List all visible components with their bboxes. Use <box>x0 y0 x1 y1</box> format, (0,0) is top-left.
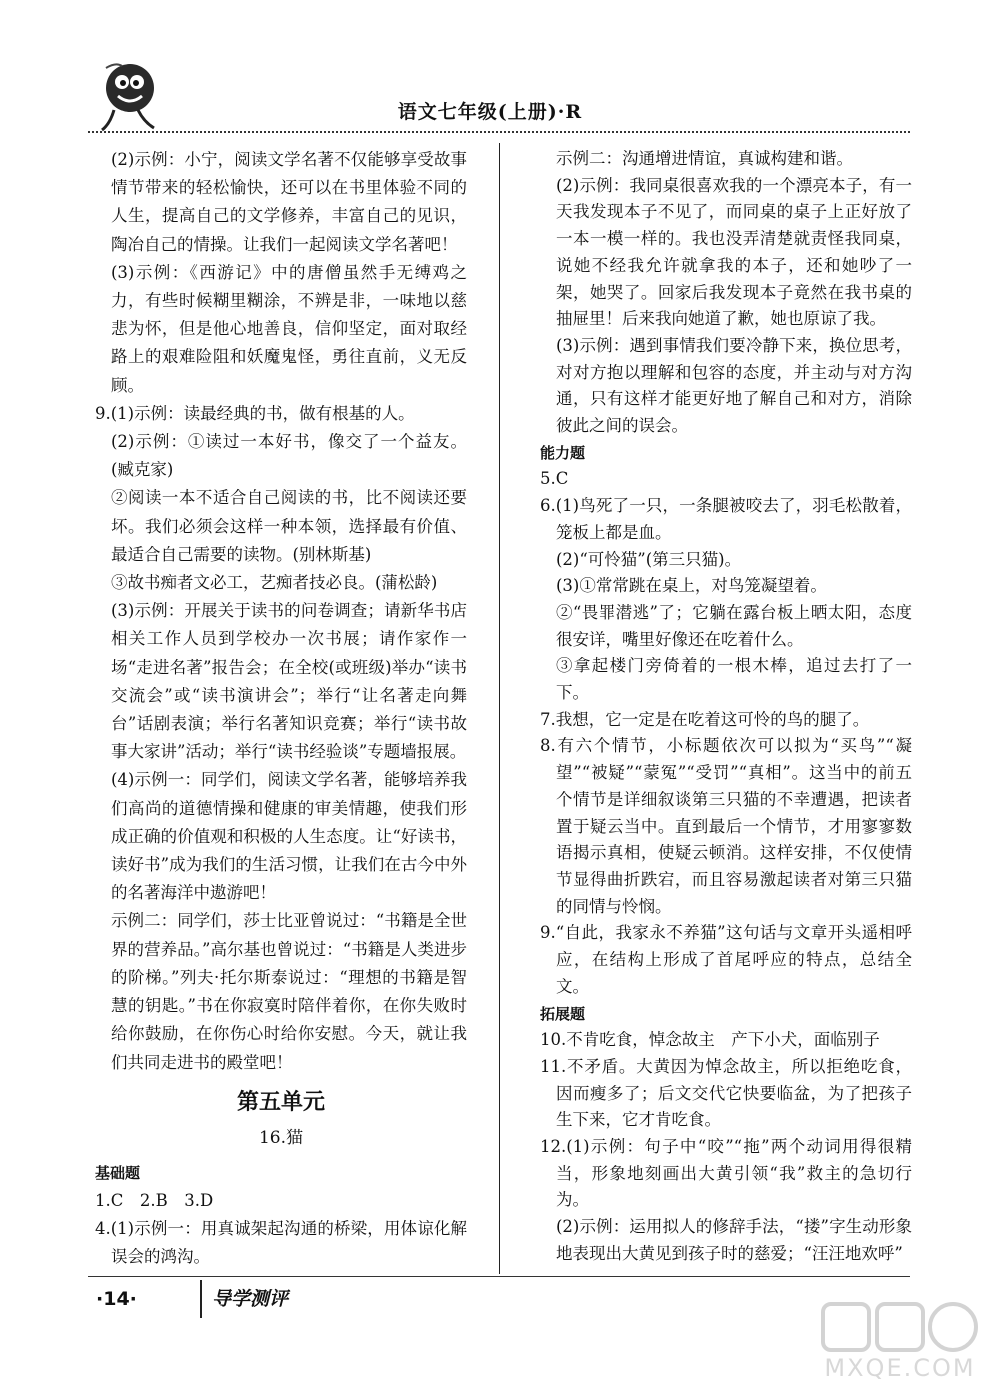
left-column <box>95 146 467 1272</box>
answer-paragraph: ③拿起楼门旁倚着的一根木棒，追过去打了一下。 <box>556 656 912 703</box>
answer-item: 9.“自此，我家永不养猫”这句话与文章开头遥相呼应，在结构上形成了首尾呼应的特点，总结全文。 <box>540 923 912 996</box>
answer-item: 1.C 2.B 3.D <box>95 1190 214 1210</box>
right-column <box>540 146 912 1268</box>
watermark-logo-icon <box>821 1300 979 1354</box>
answer-paragraph: (3)示例：《西游记》中的唐僧虽然手无缚鸡之力，有些时候糊里糊涂，不辨是非，一味地以慈悲为怀，但是他心地善良，信仰坚定，面对取经路上的艰难险阻和妖魔鬼怪，勇往直前，义无反顾。 <box>111 262 467 395</box>
section-heading: 基础题 <box>95 1163 141 1182</box>
answer-paragraph: ③故书痴者文必工，艺痴者技必良。(蒲松龄) <box>111 573 438 593</box>
answer-paragraph: (3)示例：开展关于读书的问卷调查；请新华书店相关工作人员到学校办一次书展；请作家作一场“走进名著”报告会；在全校(或班级)举办“读书交流会”或“读书演讲会”；举行“让名著走向舞台”话剧表演；举行名著知识竞赛；举行“读书故事大家讲”活动；举行“读书经验谈”专题墙报展。 <box>111 601 467 762</box>
answer-paragraph: (3)①常常跳在桌上，对鸟笼凝望着。 <box>556 576 827 596</box>
unit-title: 第五单元 <box>236 1089 325 1115</box>
answer-paragraph: (2)“可怜猫”(第三只猫)。 <box>556 549 742 569</box>
header-divider <box>88 131 910 133</box>
watermark-text: MXQE.COM <box>824 1354 976 1382</box>
answer-paragraph: (4)示例一：同学们，阅读文学名著，能够培养我们高尚的道德情操和健康的审美情趣，使我们形成正确的价值观和积极的人生态度。让“好读书，读好书”成为我们的生活习惯，让我们在古今中外的名著海洋中遨游吧！ <box>111 770 467 903</box>
lesson-title: 16.猫 <box>258 1127 304 1148</box>
answer-paragraph: 示例二：沟通增进情谊，真诚构建和谐。 <box>556 149 853 168</box>
page-number: ·14· <box>96 1288 137 1310</box>
answer-paragraph: ②阅读一本不适合自己阅读的书，比不阅读还要坏。我们必须会这样一种本领，选择最有价值、最适合自己需要的读物。(别林斯基) <box>111 488 467 564</box>
answer-item: 9.(1)示例：读最经典的书，做有根基的人。 <box>95 403 415 423</box>
answer-item: 7.我想，它一定是在吃着这可怜的鸟的腿了。 <box>540 709 870 729</box>
answer-paragraph: (2)示例：运用拟人的修辞手法，“搂”字生动形象地表现出大黄见到孩子时的慈爱；“汪汪地欢呼” <box>556 1217 912 1263</box>
answer-paragraph: (2)示例：我同桌很喜欢我的一个漂亮本子，有一天我发现本子不见了，而同桌的桌子上正好放了一本一模一样的。我也没弄清楚就责怪我同桌，说她不经我允许就拿我的本子，还和她吵了一架，她哭了。回家后我发现本子竟然在我书桌的抽屉里！后来我向她道了歉，她也原谅了我。 <box>556 175 912 329</box>
section-heading: 拓展题 <box>540 1004 586 1023</box>
watermark <box>815 1296 985 1388</box>
mascot-illustration <box>92 58 170 136</box>
answer-item: 4.(1)示例一：用真诚架起沟通的桥梁，用体谅化解误会的鸿沟。 <box>95 1219 467 1267</box>
answer-item: 11.不矛盾。大黄因为悼念故主，所以拒绝吃食，因而瘦多了；后文交代它快要临盆，为了把孩子生下来，它才肯吃食。 <box>540 1056 912 1130</box>
page-header-title: 语文七年级(上册)·R <box>397 101 583 123</box>
answer-item: 8.有六个情节，小标题依次可以拟为“买鸟”“凝望”“被疑”“蒙冤”“受罚”“真相”。这当中的前五个情节是详细叙谈第三只猫的不幸遭遇，把读者置于疑云当中。直到最后一个情节，才用寥寥数语揭示真相，使疑云顿消。这样安排，不仅使情节显得曲折跌宕，而且容易激起读者对第三只猫的同情与怜悯。 <box>540 736 912 916</box>
answer-paragraph: (2)示例：①读过一本好书，像交了一个益友。(臧克家) <box>111 432 467 480</box>
footer-brand: 导学测评 <box>212 1288 289 1310</box>
answer-item: 12.(1)示例：句子中“咬”“拖”两个动词用得很精当，形象地刻画出大黄引领“我”救主的急切行为。 <box>540 1137 912 1210</box>
answer-paragraph: (3)示例：遇到事情我们要冷静下来，换位思考，对对方抱以理解和包容的态度，并主动与对方沟通，只有这样才能更好地了解自己和对方，消除彼此之间的误会。 <box>556 335 912 436</box>
footer-divider <box>88 1276 910 1277</box>
answer-item: 6.(1)鸟死了一只，一条腿被咬去了，羽毛松散着，笼板上都是血。 <box>540 496 912 542</box>
footer-separator <box>200 1280 202 1318</box>
answer-paragraph: (2)示例：小宁，阅读文学名著不仅能够享受故事情节带来的轻松愉快，还可以在书里体验不同的人生，提高自己的文学修养，丰富自己的见识，陶冶自己的情操。让我们一起阅读文学名著吧！ <box>111 150 467 254</box>
section-heading: 能力题 <box>540 443 586 462</box>
answer-paragraph: ②“畏罪潜逃”了；它躺在露台板上晒太阳，态度很安详，嘴里好像还在吃着什么。 <box>556 602 912 649</box>
answer-paragraph: 示例二：同学们，莎士比亚曾说过：“书籍是全世界的营养品。”高尔基也曾说过：“书籍是人类进步的阶梯。”列夫·托尔斯泰说过：“理想的书籍是智慧的钥匙。”书在你寂寞时陪伴着你，在你失败时给你鼓励，在你伤心时给你安慰。今天，就让我们共同走进书的殿堂吧！ <box>111 911 467 1072</box>
answer-item: 5.C <box>540 469 569 489</box>
column-divider <box>499 143 500 1274</box>
answer-item: 10.不肯吃食，悼念故主 产下小犬，面临别子 <box>540 1030 880 1050</box>
